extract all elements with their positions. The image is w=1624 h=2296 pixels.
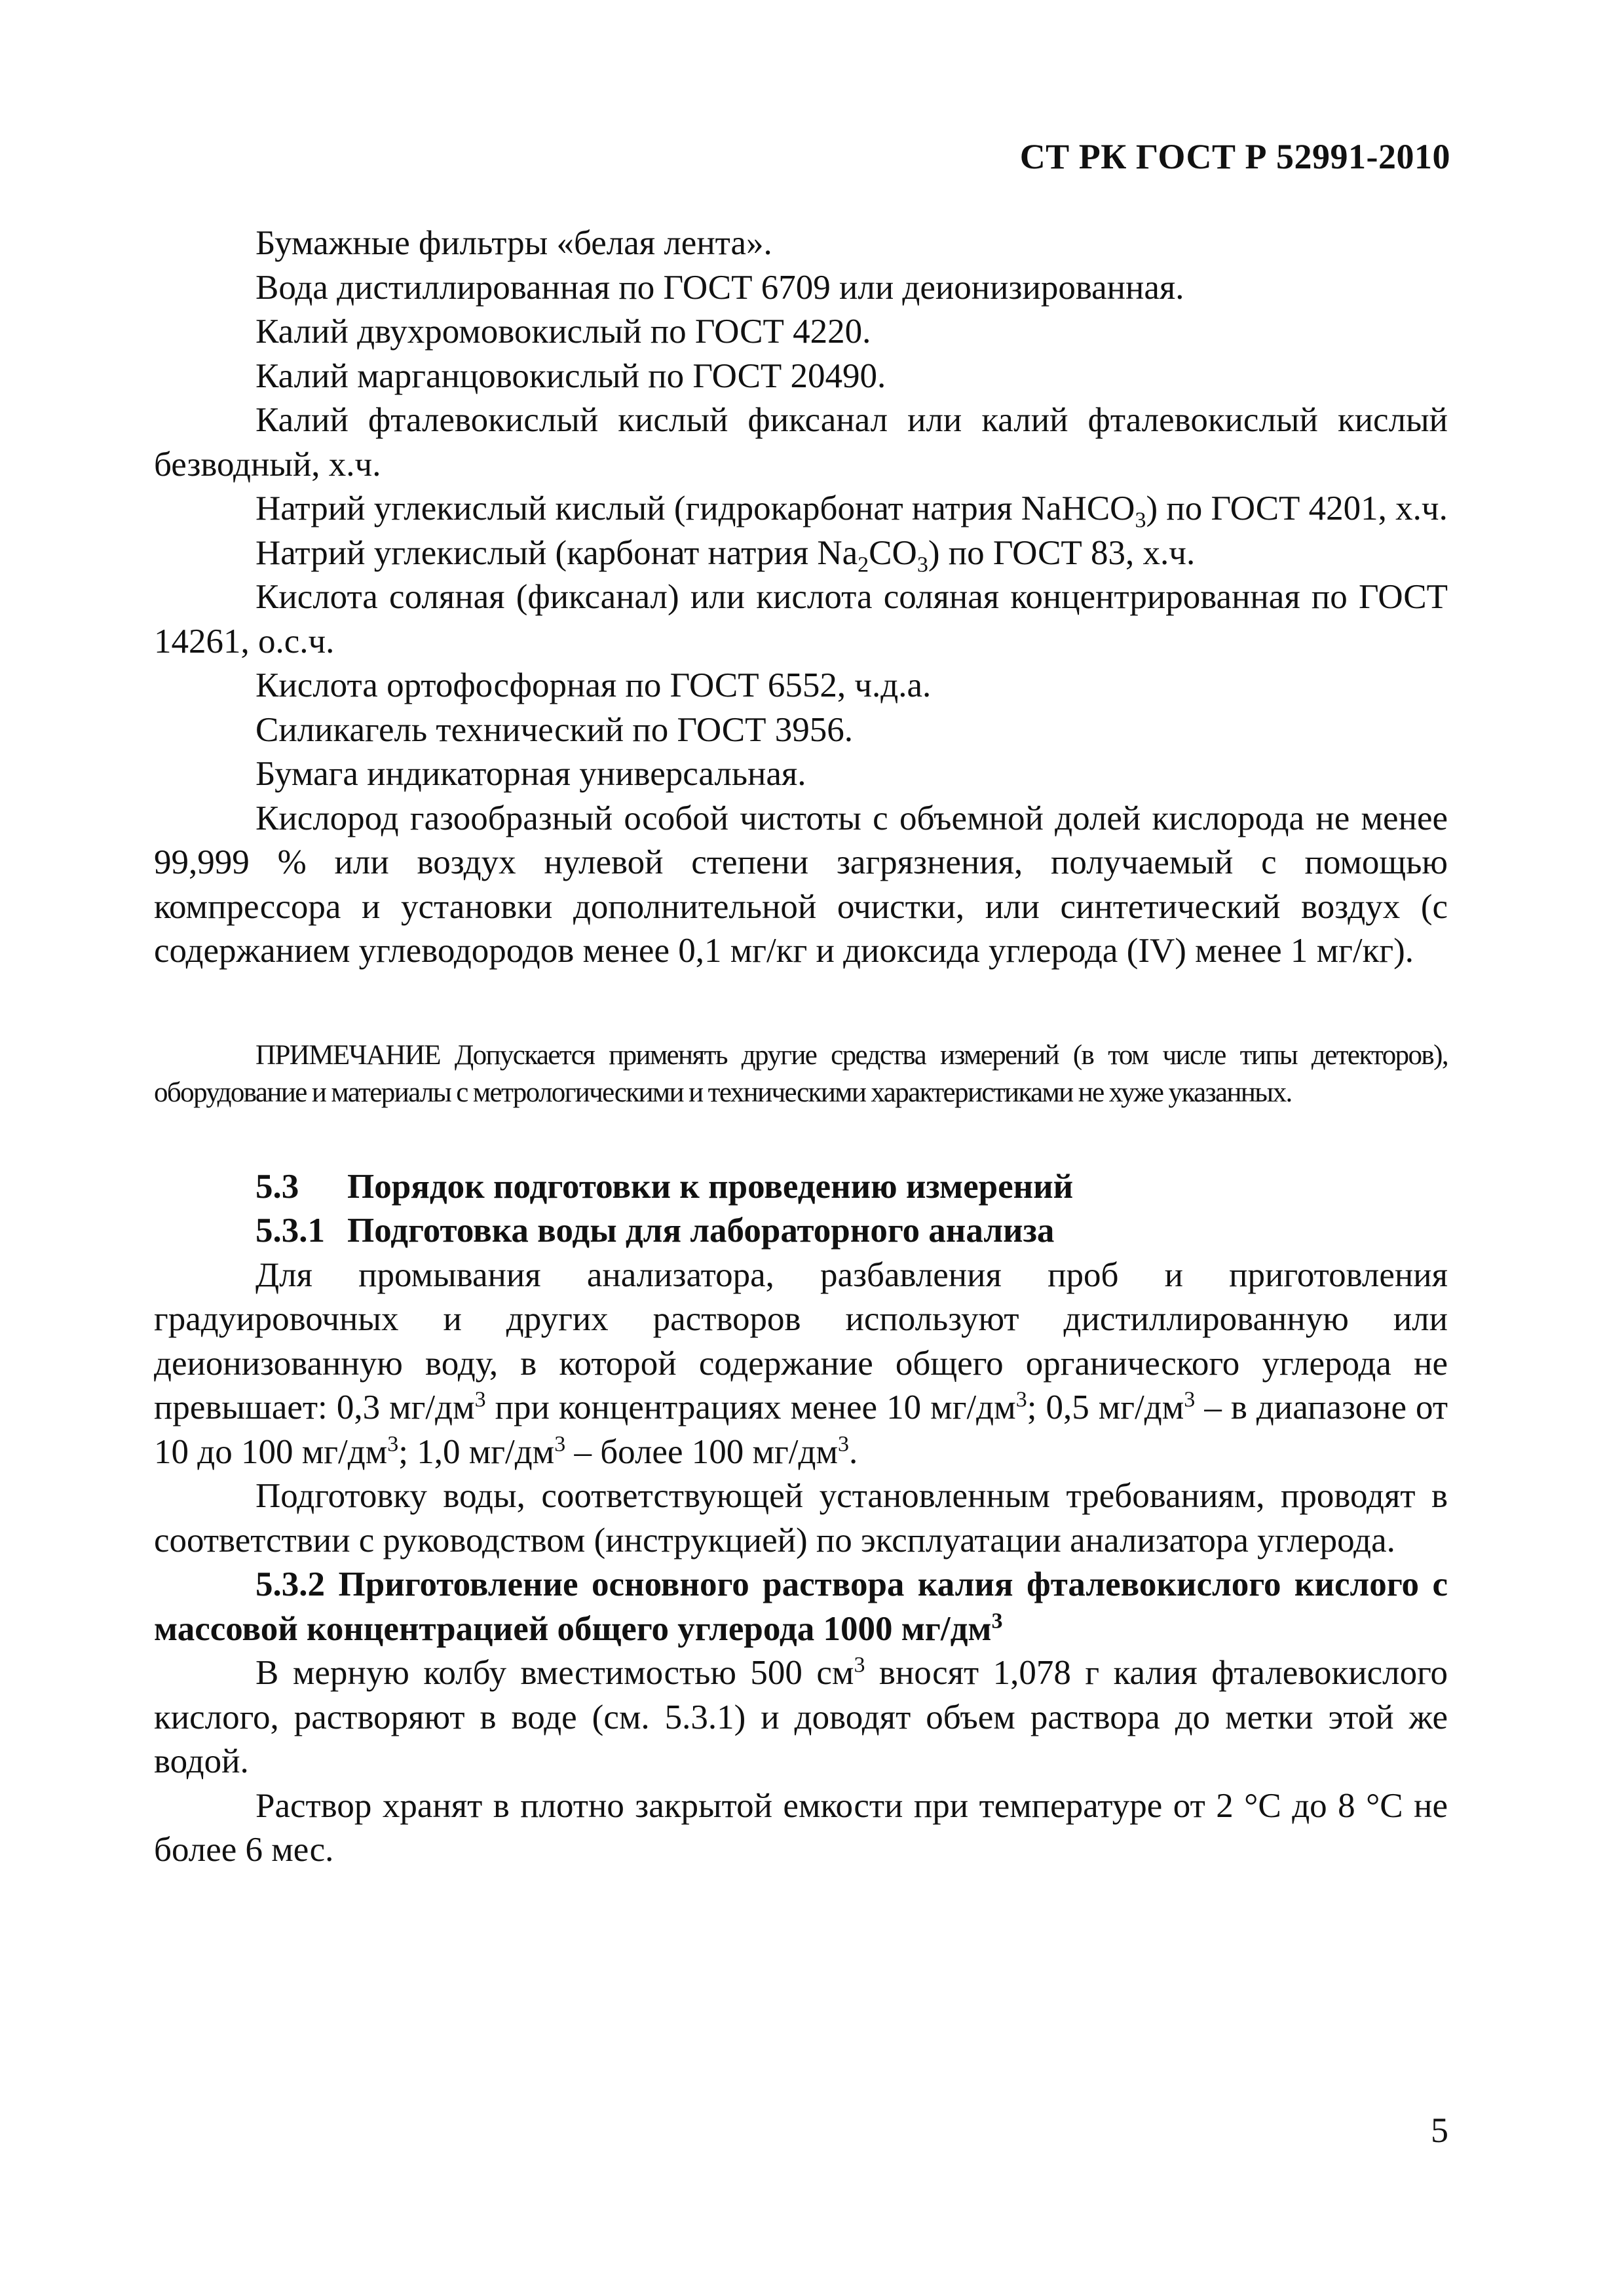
material-phthalate: Калий фталевокислый кислый фиксанал или калий фталевокислый кислый безводный, х.ч. bbox=[154, 401, 1448, 484]
carbonate-subscript-2: 3 bbox=[916, 552, 928, 577]
water-limits-text-a: Для промывания анализатора, разбавления проб и приготовления градуировочных и других растворов используют дистиллированную или деионизованную воду, в которой содержание общего органического углерода не превышает: 0,3 мг/дм bbox=[154, 1255, 1448, 1426]
water-limits-text-f: – более 100 мг/дм bbox=[565, 1432, 838, 1471]
superscript-3: 3 bbox=[554, 1431, 566, 1456]
superscript-3: 3 bbox=[838, 1431, 849, 1456]
section-5-3-2-title-superscript: 3 bbox=[991, 1608, 1003, 1633]
carbonate-subscript-1: 2 bbox=[858, 552, 869, 577]
section-5-3-1-paragraph-2: Подготовку воды, соответствующей установленным требованиям, проводят в соответствии с руководством (инструкцией) по эксплуатации анализатора углерода. bbox=[154, 1477, 1448, 1559]
superscript-3: 3 bbox=[474, 1387, 486, 1412]
flask-text-b: вносят 1,078 г калия фталевокислого кислого, растворяют в воде (см. 5.3.1) и доводят объем раствора до метки этой же водой. bbox=[154, 1654, 1448, 1780]
bicarbonate-subscript: 3 bbox=[1135, 508, 1146, 533]
section-5-3-2-title: Приготовление основного раствора калия фталевокислого кислого с массовой концентрацией общего углерода 1000 мг/дм bbox=[154, 1565, 1448, 1648]
section-5-3-number: 5.3 bbox=[255, 1167, 299, 1206]
material-phosphoric: Кислота ортофосфорная по ГОСТ 6552, ч.д.а. bbox=[255, 666, 932, 704]
carbonate-text-c: ) по ГОСТ 83, х.ч. bbox=[928, 533, 1196, 572]
carbonate-text-b: CO bbox=[869, 533, 917, 572]
material-bicarbonate bbox=[154, 487, 1448, 531]
superscript-3: 3 bbox=[1015, 1387, 1027, 1412]
water-limits-text-c: ; 0,5 мг/дм bbox=[1027, 1388, 1184, 1426]
water-limits-text-b: при концентрациях менее 10 мг/дм bbox=[485, 1388, 1016, 1426]
material-hcl: Кислота соляная (фиксанал) или кислота соляная концентрированная по ГОСТ 14261, о.с.ч. bbox=[154, 578, 1448, 660]
note-label: ПРИМЕЧАНИЕ bbox=[255, 1039, 440, 1071]
section-5-3-1-paragraph-1 bbox=[154, 1253, 1448, 1475]
section-5-3-1-number: 5.3.1 bbox=[255, 1212, 325, 1250]
bicarbonate-text-b: ) по ГОСТ 4201, х.ч. bbox=[1146, 489, 1448, 527]
water-limits-text-d: – в диапазоне от 10 до 100 мг/дм bbox=[154, 1388, 1448, 1471]
water-limits-text-g: . bbox=[849, 1432, 858, 1471]
section-5-3-heading bbox=[154, 1165, 1448, 1210]
note-text: Допускается применять другие средства измерений (в том числе типы детекторов), оборудование и материалы с метрологическими и техническими характеристиками не хуже указанных. bbox=[154, 1039, 1448, 1108]
document-body bbox=[154, 221, 1448, 1873]
section-5-3-1-title: Подготовка воды для лабораторного анализа bbox=[347, 1212, 1055, 1250]
page-number: 5 bbox=[1431, 2111, 1448, 2150]
material-permanganate: Калий марганцовокислый по ГОСТ 20490. bbox=[255, 356, 886, 395]
water-limits-text-e: ; 1,0 мг/дм bbox=[398, 1432, 555, 1471]
section-5-3-2-number: 5.3.2 bbox=[255, 1565, 325, 1603]
bicarbonate-text-a: Натрий углекислый кислый (гидрокарбонат натрия NaHCO bbox=[255, 489, 1135, 527]
section-5-3-2-heading bbox=[154, 1563, 1448, 1651]
standard-code-header: СТ РК ГОСТ Р 52991-2010 bbox=[1019, 137, 1450, 176]
section-5-3-2-paragraph-2: Раствор хранят в плотно закрытой емкости при температуре от 2 °С до 8 °С не более 6 мес. bbox=[154, 1786, 1448, 1869]
material-indicator-paper: Бумага индикаторная универсальная. bbox=[255, 755, 806, 793]
flask-text-a: В мерную колбу вместимостью 500 см bbox=[255, 1654, 854, 1692]
note-paragraph bbox=[154, 1037, 1448, 1111]
material-filters: Бумажные фильтры «белая лента». bbox=[255, 224, 772, 262]
carbonate-text-a: Натрий углекислый (карбонат натрия Na bbox=[255, 533, 858, 572]
flask-superscript: 3 bbox=[854, 1653, 865, 1677]
superscript-3: 3 bbox=[1184, 1387, 1196, 1412]
superscript-3: 3 bbox=[387, 1431, 399, 1456]
section-5-3-title: Порядок подготовки к проведению измерений bbox=[347, 1167, 1074, 1206]
section-5-3-2-paragraph-1 bbox=[154, 1651, 1448, 1784]
material-water: Вода дистиллированная по ГОСТ 6709 или деионизированная. bbox=[255, 268, 1184, 307]
material-silica: Силикагель технический по ГОСТ 3956. bbox=[255, 710, 853, 749]
material-carbonate bbox=[154, 531, 1448, 576]
material-dichromate: Калий двухромовокислый по ГОСТ 4220. bbox=[255, 313, 871, 351]
material-oxygen: Кислород газообразный особой чистоты с объемной долей кислорода не менее 99,999 % или воздух нулевой степени загрязнения, получаемый с помощью компрессора и установки дополнительной очистки, или синтетический воздух (с содержанием углеводородов менее 0,1 мг/кг и диоксида углерода (IV) менее 1 мг/кг). bbox=[154, 799, 1448, 970]
section-5-3-1-heading bbox=[154, 1209, 1448, 1253]
